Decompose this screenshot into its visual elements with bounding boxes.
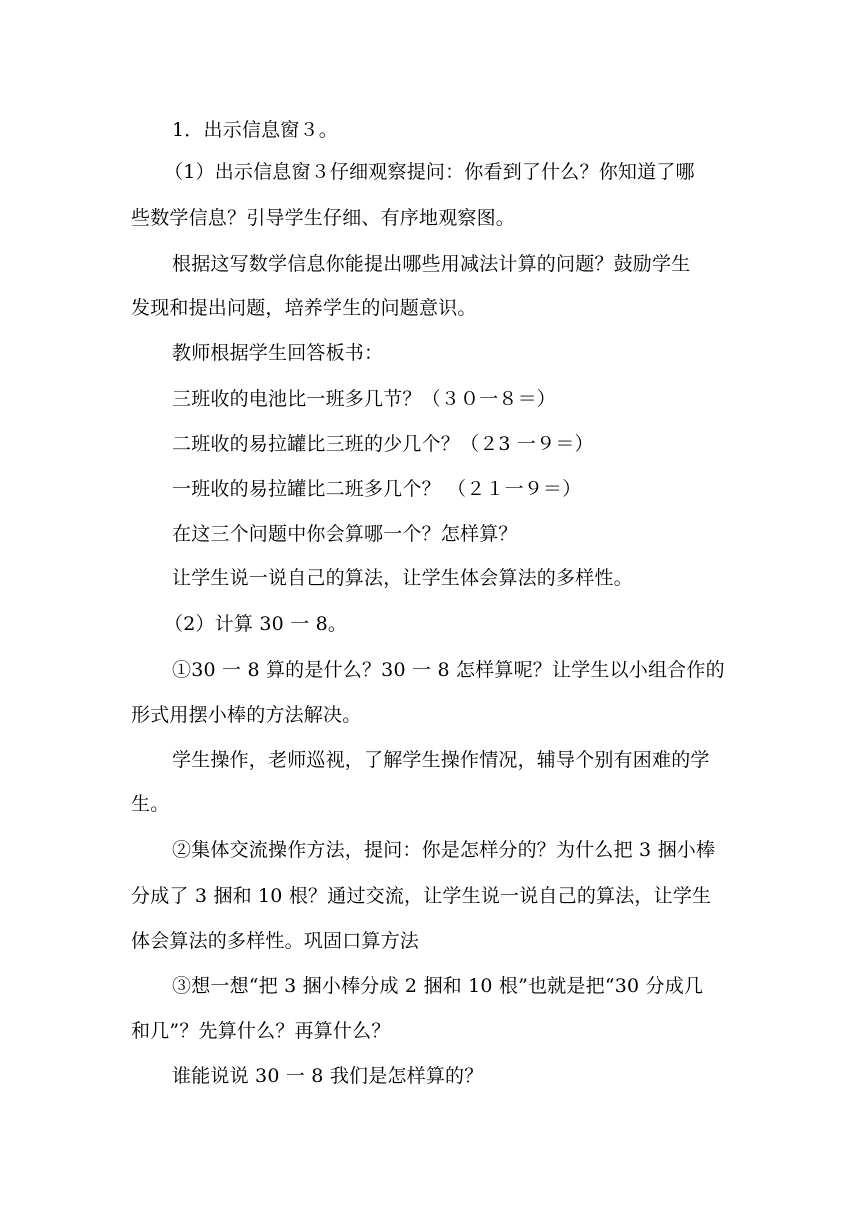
paragraph-line: ②集体交流操作方法，提问：你是怎样分的？为什么把 3 捆小棒 [172, 839, 716, 861]
paragraph-line: 在这三个问题中你会算哪一个？怎样算？ [172, 523, 518, 545]
step-heading: 1．出示信息窗３。 [172, 119, 338, 141]
paragraph-line: 发现和提出问题，培养学生的问题意识。 [131, 297, 477, 319]
paragraph-line: （1）出示信息窗３仔细观察提问：你看到了什么？你知道了哪 [164, 161, 695, 183]
paragraph-line: 和几”？先算什么？再算什么？ [131, 1020, 391, 1042]
paragraph-line: 学生操作，老师巡视，了解学生操作情况，辅导个别有困难的学 [172, 749, 710, 771]
sub-heading: （2）计算 30 一 8。 [164, 613, 348, 635]
paragraph-line: 形式用摆小棒的方法解决。 [131, 704, 362, 726]
paragraph-line: ①30 一 8 算的是什么？30 一 8 怎样算呢？让学生以小组合作的 [172, 659, 725, 681]
paragraph-line: 生。 [131, 793, 170, 815]
paragraph-line: ③想一想“把 3 捆小棒分成 2 捆和 10 根”也就是把“30 分成几 [172, 975, 704, 997]
paragraph-line: 些数学信息？引导学生仔细、有序地观察图。 [131, 207, 516, 229]
board-question: 三班收的电池比一班多几节？（３０一８＝） [172, 388, 557, 410]
paragraph-line: 教师根据学生回答板书： [172, 342, 384, 364]
paragraph-line: 根据这写数学信息你能提出哪些用减法计算的问题？鼓励学生 [172, 253, 691, 275]
board-question: 二班收的易拉罐比三班的少几个？（２3 一９＝） [172, 433, 594, 455]
paragraph-line: 体会算法的多样性。巩固口算方法 [131, 930, 420, 952]
paragraph-line: 分成了 3 捆和 10 根？通过交流，让学生说一说自己的算法，让学生 [131, 885, 712, 907]
paragraph-line: 让学生说一说自己的算法，让学生体会算法的多样性。 [172, 567, 633, 589]
board-question: 一班收的易拉罐比二班多几个？ （２１一９＝） [172, 478, 582, 500]
paragraph-line: 谁能说说 30 一 8 我们是怎样算的？ [172, 1065, 484, 1087]
